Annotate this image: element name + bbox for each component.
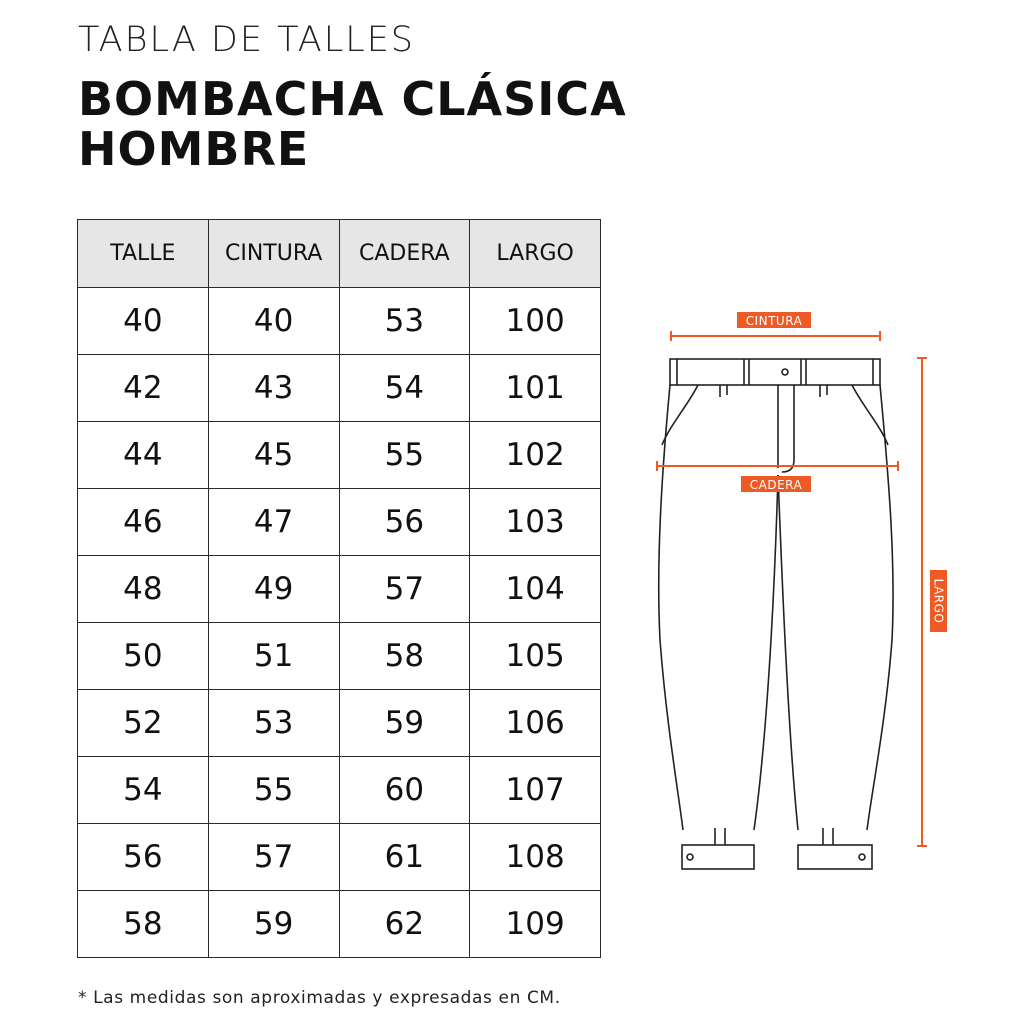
table-row [78, 288, 601, 355]
table-cell: 50 [78, 623, 209, 690]
table-cell: 49 [208, 556, 339, 623]
table-row [78, 891, 601, 958]
table-row [78, 489, 601, 556]
column-header-cintura: CINTURA [208, 220, 339, 288]
table-cell: 48 [78, 556, 209, 623]
table-cell: 105 [470, 623, 601, 690]
table-cell: 58 [339, 623, 470, 690]
table-body [78, 288, 601, 958]
table-cell: 55 [208, 757, 339, 824]
table-cell: 44 [78, 422, 209, 489]
table-cell: 58 [78, 891, 209, 958]
table-row [78, 757, 601, 824]
table-row [78, 556, 601, 623]
table-cell: 60 [339, 757, 470, 824]
table-cell: 107 [470, 757, 601, 824]
table-cell: 55 [339, 422, 470, 489]
table-cell: 57 [208, 824, 339, 891]
table-cell: 54 [78, 757, 209, 824]
hip-dimension [657, 461, 898, 492]
column-header-cadera: CADERA [339, 220, 470, 288]
table-cell: 109 [470, 891, 601, 958]
table-cell: 42 [78, 355, 209, 422]
table-cell: 46 [78, 489, 209, 556]
table-cell: 51 [208, 623, 339, 690]
table-cell: 56 [339, 489, 470, 556]
length-label: LARGO [931, 578, 946, 624]
hip-label: CADERA [749, 478, 803, 492]
column-header-largo: LARGO [470, 220, 601, 288]
table-cell: 101 [470, 355, 601, 422]
table-cell: 40 [78, 288, 209, 355]
table-cell: 40 [208, 288, 339, 355]
table-cell: 59 [208, 891, 339, 958]
pants-outline [659, 359, 893, 869]
page-title [78, 74, 627, 174]
table-cell: 108 [470, 824, 601, 891]
table-cell: 53 [208, 690, 339, 757]
waist-dimension [671, 312, 880, 341]
table-row [78, 623, 601, 690]
table-cell: 45 [208, 422, 339, 489]
table-cell: 57 [339, 556, 470, 623]
table-cell: 52 [78, 690, 209, 757]
table-cell: 47 [208, 489, 339, 556]
size-table [77, 219, 601, 958]
title-line-2: HOMBRE [78, 122, 310, 176]
table-cell: 102 [470, 422, 601, 489]
table-cell: 103 [470, 489, 601, 556]
waist-label: CINTURA [745, 314, 803, 328]
table-cell: 62 [339, 891, 470, 958]
footnote: * Las medidas son aproximadas y expresadas en CM. [78, 988, 561, 1008]
table-cell: 104 [470, 556, 601, 623]
table-row [78, 690, 601, 757]
table-cell: 54 [339, 355, 470, 422]
table-cell: 61 [339, 824, 470, 891]
length-dimension [917, 358, 947, 846]
title-line-1: BOMBACHA CLÁSICA [78, 72, 627, 126]
table-row [78, 824, 601, 891]
table-cell: 56 [78, 824, 209, 891]
pants-diagram [640, 300, 960, 890]
page-subtitle: TABLA DE TALLES [78, 20, 416, 60]
table-row [78, 422, 601, 489]
table-cell: 43 [208, 355, 339, 422]
table-row [78, 355, 601, 422]
column-header-talle: TALLE [78, 220, 209, 288]
table-cell: 106 [470, 690, 601, 757]
table-cell: 53 [339, 288, 470, 355]
table-cell: 100 [470, 288, 601, 355]
table-header-row [78, 220, 601, 288]
table-cell: 59 [339, 690, 470, 757]
